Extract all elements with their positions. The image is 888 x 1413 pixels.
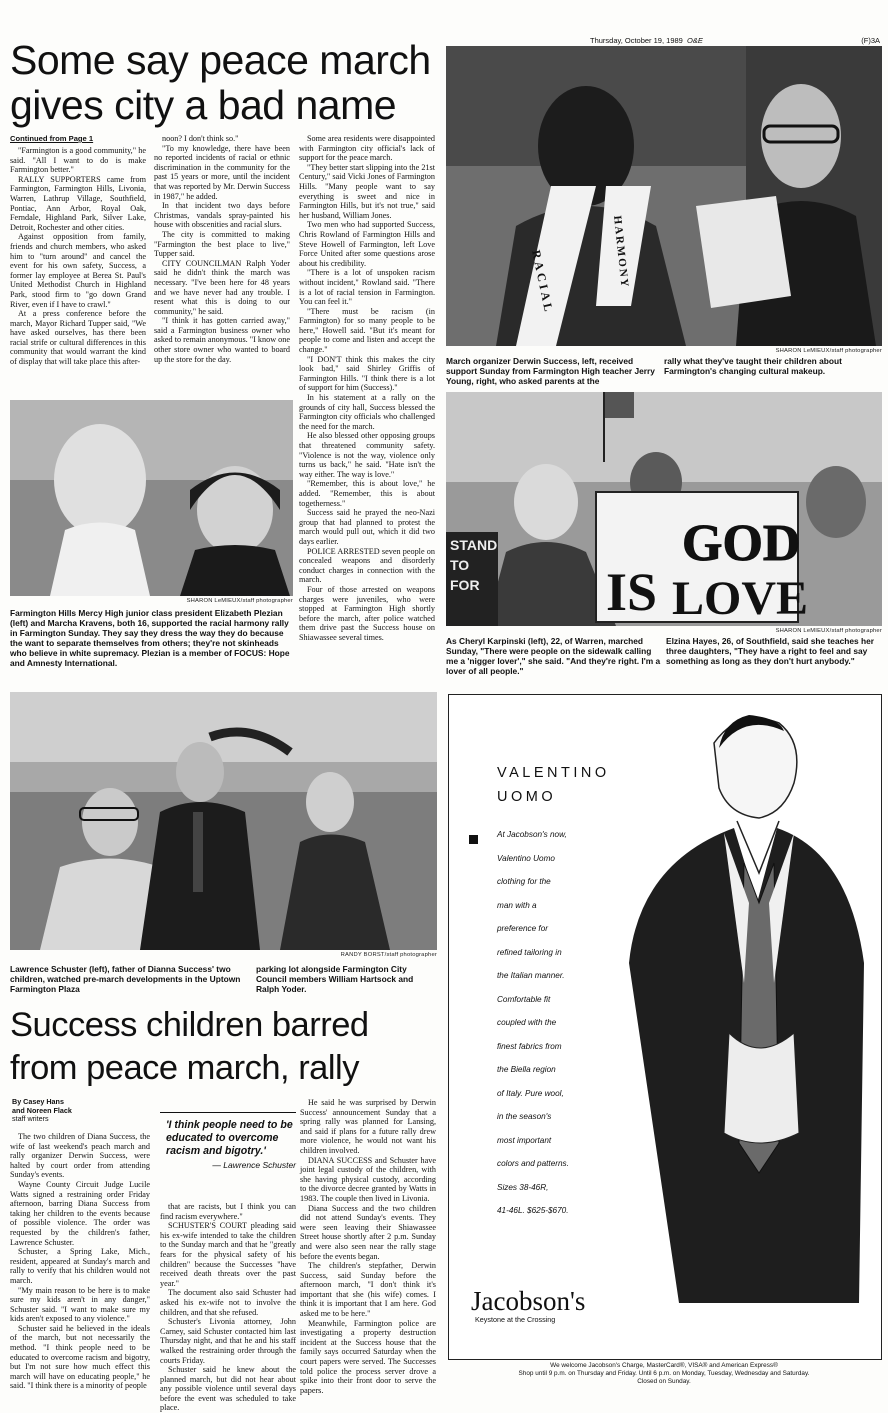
- ad-brand: [497, 761, 610, 809]
- photo1-credit: SHARON LeMIEUX/staff photographer: [775, 348, 882, 354]
- photo3-credit: SHARON LeMIEUX/staff photographer: [775, 628, 882, 634]
- ad-store-name: Jacobson's: [471, 1286, 586, 1316]
- photo-schuster: [10, 692, 437, 950]
- photo-god-is-love-image: [446, 392, 882, 626]
- ad-copy-line: preference for: [497, 924, 548, 933]
- paragraph: "Farmington is a good community," he said. "All I want to do is make Farmington better.": [10, 146, 146, 175]
- photo2-caption: Farmington Hills Mercy High junior class president Elizabeth Plezian (left) and Marcha Kravens, both 16, supported the racial harmony rally in Farmington Sunday. They say they dress the way they do because the want to separate themselves from others; they're not skinheads who believe in white supremacy. Plezian is a member of FOCUS: Hope and Amnesty International.: [10, 608, 290, 668]
- ad-copy-line: clothing for the: [497, 877, 551, 886]
- photo-god-is-love: [446, 392, 882, 626]
- photo-racial-harmony-image: [446, 46, 882, 346]
- photo3-caption-right: Elzina Hayes, 26, of Southfield, said she teaches her three daughters, "They have a right to feel and say something as long as they don't hurt anybody.": [666, 636, 875, 666]
- photo3-caption-left: As Cheryl Karpinski (left), 22, of Warren, marched Sunday, "There were people on the sidewalk calling me a 'nigger lover'," she said. "And they're right. I'm a lover of all people.": [446, 636, 661, 676]
- banner-text-3: FOR: [450, 577, 480, 593]
- ad-store-tagline: Keystone at the Crossing: [475, 1315, 556, 1324]
- story2-byline: [12, 1098, 152, 1124]
- paragraph: POLICE ARRESTED seven people on concealed weapons and disorderly conduct charges in connection with the march.: [299, 546, 435, 585]
- paragraph: noon? I don't think so.": [162, 134, 239, 143]
- photo-girls: [10, 400, 293, 596]
- ad-bullet-icon: [469, 835, 478, 844]
- ad-copy-line: Comfortable fit: [497, 994, 551, 1004]
- ad-copy-line: refined tailoring in: [497, 947, 562, 957]
- paragraph: Success said he prayed the neo-Nazi group that had planned to protest the march would pull out, which it did two days earlier.: [299, 508, 435, 546]
- paragraph: "My main reason to be here is to make sure my kids aren't in any danger," Schuster said. "I want to make sure my kids aren't exposed to any violence.": [10, 1285, 150, 1324]
- paragraph: Diana Success and the two children did not attend Sunday's events. They were seen leaving their Shiawassee Street house shortly after 2 p.m. Sunday and were also seen near the rally stage before the events began.: [300, 1203, 436, 1261]
- paper-name: O&E: [687, 36, 703, 45]
- byline-line1: By Casey Hans: [12, 1097, 64, 1106]
- ad-copy-line: At Jacobson's now,: [497, 830, 567, 839]
- paragraph: "There must be racism (in Farmington) for so many people to be here," Howell said. "But it's meant for people to come and listen and accept the change.": [299, 306, 435, 355]
- story1-column-3: [299, 134, 435, 682]
- story2-headline-line1: Success children barred: [10, 1006, 369, 1044]
- sash-text-harmony: HARMONY: [611, 215, 631, 290]
- page-number: (F)3A: [861, 36, 880, 45]
- ad-footer-line1: We welcome Jacobson's Charge, MasterCard®, VISA® and American Express®: [550, 1362, 778, 1369]
- ad-copy: [497, 823, 617, 1223]
- ad-brand-line2: UOMO: [497, 789, 557, 805]
- ad-copy-line: most important: [497, 1135, 552, 1145]
- photo-racial-harmony: [446, 46, 882, 346]
- ad-copy-line: 41-46L. $625-$670.: [497, 1206, 569, 1215]
- jacobsons-ad: [448, 694, 882, 1360]
- ad-store: [471, 1287, 585, 1324]
- paragraph: Schuster's Livonia attorney, John Carney, said Schuster contacted him last Thursday night, and that he and his staff walked the restraining order through the courts Friday.: [160, 1317, 296, 1365]
- pull-quote: [160, 1112, 296, 1204]
- story1-column-2: [154, 134, 290, 396]
- story1-column-1: [10, 146, 146, 396]
- ad-copy-line: finest fabrics from: [497, 1041, 562, 1051]
- paragraph: Against opposition from family, friends and church members, who asked him to "turn around" and cancel the event for his own safety, Success, a former lay employee at Berea St. Paul's United Methodist Church in Highland Park, stood firm to "go down Grand River, even if I have to crawl.": [10, 232, 146, 309]
- paragraph: that are racists, but I think you can find racism everywhere.": [160, 1202, 296, 1221]
- paragraph: "There is a lot of unspoken racism without incident," Rowland said. "There is a lot of racial tension in Farmington. You can feel it.": [299, 268, 435, 307]
- ad-brand-line1: VALENTINO: [497, 765, 610, 781]
- pull-quote-attribution: — Lawrence Schuster: [212, 1160, 296, 1170]
- dateline: Thursday, October 19, 1989: [590, 36, 683, 45]
- story1-headline-line1: Some say peace march: [10, 37, 431, 83]
- paragraph: The city is committed to making "Farmington the best place to live," Tupper said.: [154, 229, 290, 259]
- ad-copy-line: colors and patterns.: [497, 1159, 569, 1168]
- story1-headline: [10, 37, 440, 128]
- paragraph: In that incident two days before Christmas, vandals spray-painted his house with obscenities and racial slurs.: [154, 201, 290, 230]
- paragraph: Meanwhile, Farmington police are investigating a property destruction incident at the Success house that the family says occurred Saturday when the court papers were served. The Successes told police the process server drove a spike into their front door to serve the papers.: [300, 1318, 436, 1395]
- banner-text-2: TO: [450, 557, 470, 573]
- photo-schuster-image: [10, 692, 437, 950]
- byline-line3: staff writers: [12, 1114, 49, 1124]
- ad-copy-line: man with a: [497, 900, 537, 910]
- paragraph: At a press conference before the march, Mayor Richard Tupper said, "We have asked ourselves, has there been racial strife or cultural differences in this community that would warrant the kind of display that will take place this after-: [10, 309, 146, 367]
- paragraph: "To my knowledge, there have been no reported incidents of racial or ethnic discrimination in the community for the past 15 years or more, until the incident that was reported by Mr. Derwin Success in 1987," he added.: [154, 143, 290, 201]
- banner-text-1: STAND: [450, 537, 498, 553]
- photo4-caption-left: Lawrence Schuster (left), father of Dianna Success' two children, watched pre-march developments in the Uptown Farmington Plaza: [10, 964, 241, 994]
- photo-girls-image: [10, 400, 293, 596]
- ad-footer-line3: Closed on Sunday.: [637, 1378, 691, 1385]
- story2-column-1: [10, 1132, 150, 1404]
- story2-headline-line2: from peace march, rally: [10, 1048, 359, 1087]
- ad-footer: [448, 1362, 880, 1386]
- sign-text-god: GOD: [682, 515, 801, 572]
- paragraph: He said he was surprised by Derwin Success' announcement Sunday that a spring rally was planned for Lansing, and said if plans for a future rally drew more violence, he would not want his children involved.: [300, 1098, 436, 1155]
- continued-note: Continued from Page 1: [10, 134, 94, 143]
- sign-text-love: LOVE: [672, 572, 809, 625]
- photo4-credit: RANDY BORST/staff photographer: [340, 952, 437, 958]
- paragraph: SCHUSTER'S COURT pleading said his ex-wife intended to take the children to the Sunday march and that he "greatly fears for the physical safety of his children" because the Successes "have received death threats over the past year.": [160, 1221, 296, 1288]
- paragraph: CITY COUNCILMAN Ralph Yoder said he didn't think the march was necessary. "I've been here for 48 years and we have never had any trouble. I resent what this is doing to our community," he said.: [154, 258, 290, 316]
- paragraph: "They better start slipping into the 21st Century," said Vicki Jones of Farmington Hills. "Many people want to say everything is sweet and nice in Farmington Hills, but it's not true," said her husband, William Jones.: [299, 162, 435, 220]
- masthead: [590, 36, 880, 45]
- ad-copy-line: the Italian manner.: [497, 971, 565, 980]
- paragraph: In his statement at a rally on the grounds of city hall, Success blessed the Farmington city officials who challenged the need for the march.: [299, 393, 435, 431]
- paragraph: Schuster said he believed in the ideals of the march, but not necessarily the method. "I think people need to be educated to overcome racism and bigotry, but I'm not sure how much effect this march will have on educating people," he said. "I think there is a minority of people: [10, 1323, 150, 1391]
- photo1-caption-right: rally what they've taught their children about Farmington's changing cultural makeup.: [664, 356, 842, 376]
- story2-headline: [10, 1008, 440, 1085]
- ad-copy-line: Valentino Uomo: [497, 853, 555, 863]
- paragraph: The two children of Diana Success, the wife of last weekend's peach march and rally organizer Derwin Success, were halted by court order from attending Sunday's events.: [10, 1132, 150, 1180]
- story2-column-2: [160, 1202, 296, 1413]
- pull-quote-text: 'I think people need to be educated to overcome racism and bigotry.': [166, 1119, 293, 1157]
- paragraph: He also blessed other opposing groups that threatened community safety. "Violence is not the way, violence only turns us back," he said. "Hate isn't the way either. The way is love.": [299, 431, 435, 479]
- ad-copy-line: coupled with the: [497, 1018, 557, 1027]
- ad-footer-line2: Shop until 9 p.m. on Thursday and Friday. Until 6 p.m. on Monday, Tuesday, Wednesday and Saturday.: [518, 1370, 810, 1377]
- paragraph: Schuster said he knew about the planned march, but did not hear about any possible violence until several days before the event was scheduled to take place.: [160, 1365, 296, 1413]
- paragraph: Some area residents were disappointed with Farmington city official's lack of support for the peace march.: [299, 134, 435, 163]
- paragraph: Four of those arrested on weapons charges were juveniles, who were stopped at Farmington High shortly before the march, after police watched them drive past the Success house on Shiawassee several times.: [299, 584, 435, 642]
- story2-column-3: [300, 1098, 436, 1404]
- photo1-caption-left: March organizer Derwin Success, left, received support Sunday from Farmington High teacher Jerry Young, right, who asked parents at the: [446, 356, 655, 386]
- paragraph: RALLY SUPPORTERS came from Farmington, Farmington Hills, Livonia, Warren, Lathrup Village, Southfield, Pontiac, Ann Arbor, Royal Oak, Ferndale, Highland Park, Silver Lake, Detroit, Rochester and other cities.: [10, 174, 146, 232]
- paragraph: "I DON'T think this makes the city look bad," said Shirley Griffis of Farmington Hills. "I think there is a lot of support for him (Success).": [299, 354, 435, 393]
- paragraph: The children's stepfather, Derwin Success, said Sunday before the afternoon march, "I don't think it's important that she (his wife) comes. I think it is important that I am here. God asked me to be here.": [300, 1261, 436, 1319]
- sash-text-racial: RACIAL: [529, 248, 557, 316]
- sign-text-is: IS: [606, 562, 658, 622]
- photo2-credit: SHARON LeMIEUX/staff photographer: [186, 598, 293, 604]
- paragraph: Schuster, a Spring Lake, Mich., resident, appeared at Sunday's march and rally to verify that his children would not march.: [10, 1247, 150, 1285]
- ad-illustration-man: [619, 703, 869, 1303]
- paragraph: "Remember, this is about love," he added. "Remember, this is about togetherness.": [299, 479, 435, 508]
- ad-copy-line: of Italy. Pure wool,: [497, 1088, 564, 1098]
- paragraph: Wayne County Circuit Judge Lucile Watts signed a restraining order Friday afternoon, barring Diana Success from taking her children to the events because of possible violence. The order was requested by the children's father, Lawrence Schuster.: [10, 1179, 150, 1247]
- story1-headline-line2: gives city a bad name: [10, 82, 397, 128]
- byline-line2: and Noreen Flack: [12, 1105, 72, 1115]
- photo4-caption-right: parking lot alongside Farmington City Council members William Hartsock and Ralph Yoder.: [256, 964, 414, 994]
- pull-quote-rule-top: [160, 1112, 296, 1113]
- paragraph: "I think it has gotten carried away," said a Farmington business owner who asked to remain anonymous. "I know one other store owner who wanted to board up the store for the day.: [154, 316, 290, 364]
- paragraph: Two men who had supported Success, Chris Rowland of Farmington Hills and Steve Howell of Farmington, left Love Force United after some questions arose about his credibility.: [299, 220, 435, 268]
- paragraph: DIANA SUCCESS and Schuster have joint legal custody of the children, with she having physical custody, according to the divorce decree granted by Watts in 1983. The couple then lived in Livonia.: [300, 1155, 436, 1203]
- ad-copy-line: Sizes 38-46R,: [497, 1182, 549, 1192]
- paragraph: The document also said Schuster had asked his ex-wife not to involve the children, and that she refused.: [160, 1288, 296, 1317]
- ad-copy-line: in the season's: [497, 1112, 552, 1121]
- ad-copy-line: the Biella region: [497, 1065, 556, 1074]
